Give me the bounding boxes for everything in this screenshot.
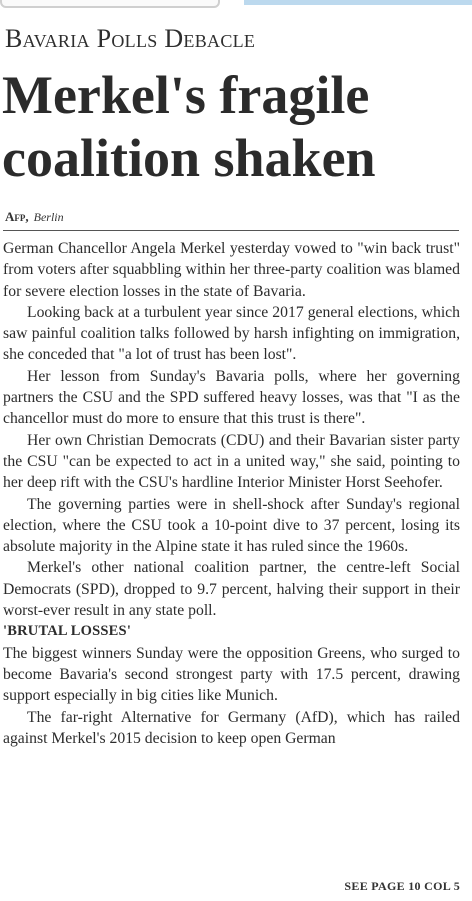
body-paragraph: German Chancellor Angela Merkel yesterday vowed to "win back trust" from voters after squabbling within her three-party coalition was blamed for severe election losses in the state of Bavaria. — [3, 240, 460, 300]
byline-place: Berlin — [33, 210, 64, 224]
adjacent-banner-edge — [244, 0, 472, 5]
body-paragraph: The governing parties were in shell-shock after Sunday's regional election, where the CSU took a 10-point dive to 37 percent, losing its absolute majority in the Alpine state it has ruled since the 1960s. — [3, 495, 460, 556]
continued-on-page-link[interactable]: SEE PAGE 10 COL 5 — [344, 879, 460, 893]
byline-agency: Afp, — [5, 209, 29, 224]
byline — [5, 209, 64, 225]
article-kicker: Bavaria Polls Debacle — [5, 24, 256, 53]
article-body — [3, 238, 460, 749]
body-paragraph: Her own Christian Democrats (CDU) and their Bavarian sister party the CSU "can be expected to act in a united way," she said, pointing to her deep rift with the CSU's hardline Interior Minister Horst Seehofer. — [3, 431, 460, 492]
body-paragraph: Her lesson from Sunday's Bavaria polls, where her governing partners the CSU and the SPD suffered heavy losses, was that "I as the chancellor must do more to ensure that this trust is there". — [3, 367, 460, 428]
article-headline: Merkel's fragile coalition shaken — [2, 65, 376, 188]
body-paragraph: Merkel's other national coalition partner, the centre-left Social Democrats (SPD), dropped to 9.7 percent, halving their support in their worst-ever result in any state poll. — [3, 559, 460, 620]
section-subhead: 'BRUTAL LOSSES' — [3, 623, 132, 640]
body-paragraph: Looking back at a turbulent year since 2017 general elections, which saw painful coalition talks followed by harsh infighting on immigration, she conceded that "a lot of trust has been lost". — [3, 303, 460, 364]
body-paragraph: The far-right Alternative for Germany (AfD), which has railed against Merkel's 2015 decision to keep open German — [3, 708, 460, 747]
previous-column-strip — [0, 0, 472, 8]
adjacent-box-edge — [0, 0, 220, 8]
byline-divider — [3, 230, 459, 231]
body-paragraph: The biggest winners Sunday were the opposition Greens, who surged to become Bavaria's second strongest party with 17.5 percent, drawing support especially in big cities like Munich. — [3, 644, 460, 705]
